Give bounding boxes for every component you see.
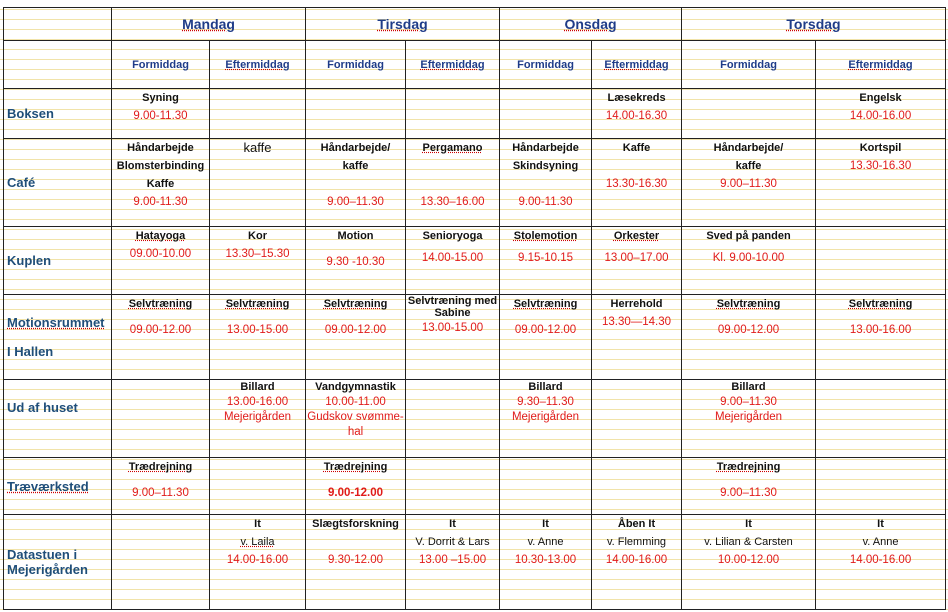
area-name: Mejerigården bbox=[7, 562, 88, 577]
row-ud-af-huset bbox=[4, 380, 946, 458]
activity: It bbox=[254, 518, 261, 530]
day-monday bbox=[112, 8, 306, 41]
activity: Selvtræning med bbox=[407, 295, 498, 307]
slot-label: Formiddag bbox=[327, 58, 384, 71]
cell-wednesday-am bbox=[500, 380, 592, 458]
activity: Hatayoga bbox=[135, 230, 186, 242]
cell-thursday-am bbox=[682, 515, 816, 610]
time: 13.00-16.00 bbox=[226, 396, 289, 408]
activity: It bbox=[542, 518, 549, 530]
activity: It bbox=[449, 518, 456, 530]
slot-label: Formiddag bbox=[720, 58, 777, 71]
cell-wednesday-am bbox=[500, 515, 592, 610]
cell-tuesday-pm bbox=[406, 515, 500, 610]
cell-monday-am bbox=[112, 458, 210, 515]
time: 10.00-12.00 bbox=[717, 554, 780, 566]
time: 9.00-11.30 bbox=[133, 196, 188, 208]
cell-thursday-am bbox=[682, 89, 816, 139]
cell-wednesday-am bbox=[500, 139, 592, 227]
activity: Læsekreds bbox=[607, 92, 666, 104]
cell-wednesday-pm bbox=[592, 295, 682, 380]
cell-thursday-am bbox=[682, 139, 816, 227]
cell-tuesday-am bbox=[306, 89, 406, 139]
area-name: Café bbox=[7, 175, 36, 190]
activity: Herrehold bbox=[610, 298, 663, 310]
area-label bbox=[4, 458, 112, 515]
time: 13.00–17.00 bbox=[604, 252, 669, 264]
cell-thursday-am bbox=[682, 295, 816, 380]
activity: Sved på panden bbox=[706, 230, 791, 242]
time: Kl. 9.00-10.00 bbox=[712, 252, 785, 264]
activity: kaffe bbox=[243, 140, 272, 155]
time: 09.00-12.00 bbox=[324, 324, 387, 336]
area-name: Boksen bbox=[7, 106, 54, 121]
activity: Trædrejning bbox=[323, 461, 388, 473]
time: 09.00-12.00 bbox=[129, 324, 192, 336]
activity: Håndarbejde/ bbox=[713, 142, 784, 154]
cell-thursday-pm bbox=[816, 515, 946, 610]
cell-tuesday-am bbox=[306, 227, 406, 295]
empty-cell bbox=[4, 41, 112, 89]
cell-thursday-pm bbox=[816, 89, 946, 139]
activity: Åben It bbox=[617, 518, 656, 530]
cell-monday-pm bbox=[210, 139, 306, 227]
leader: v. Anne bbox=[862, 536, 899, 548]
cell-wednesday-pm bbox=[592, 89, 682, 139]
time: 9.00–11.30 bbox=[720, 178, 777, 190]
activity: kaffe bbox=[342, 160, 369, 172]
cell-thursday-am bbox=[682, 380, 816, 458]
cell-monday-am bbox=[112, 139, 210, 227]
time: 13.30-16.30 bbox=[605, 178, 668, 190]
activity: Trædrejning bbox=[716, 461, 781, 473]
cell-thursday-pm bbox=[816, 380, 946, 458]
cell-monday-am bbox=[112, 295, 210, 380]
cell-wednesday-pm bbox=[592, 515, 682, 610]
activity: Selvtræning bbox=[323, 298, 388, 310]
cell-tuesday-pm bbox=[406, 227, 500, 295]
cell-monday-am bbox=[112, 515, 210, 610]
area-name: Kuplen bbox=[7, 253, 52, 268]
cell-thursday-pm bbox=[816, 295, 946, 380]
slot-label: Formiddag bbox=[517, 58, 574, 71]
time: 13.00 –15.00 bbox=[418, 554, 487, 566]
activity: Senioryoga bbox=[422, 230, 483, 242]
time: 14.00-15.00 bbox=[421, 252, 484, 264]
activity: Kor bbox=[248, 230, 267, 242]
place: Mejerigården bbox=[511, 411, 580, 423]
slot-pm bbox=[816, 41, 946, 89]
activity: Motion bbox=[337, 230, 374, 242]
area-label bbox=[4, 515, 112, 610]
leader: V. Dorrit & Lars bbox=[415, 536, 490, 548]
activity: Syning bbox=[142, 92, 179, 104]
activity: kaffe bbox=[735, 160, 762, 172]
slot-label: Eftermiddag bbox=[604, 58, 669, 71]
cell-tuesday-am bbox=[306, 515, 406, 610]
activity: Vandgymnastik bbox=[315, 381, 396, 393]
leader: v. Lilian & Carsten bbox=[704, 536, 793, 548]
cell-wednesday-pm bbox=[592, 227, 682, 295]
cell-wednesday-pm bbox=[592, 380, 682, 458]
activity: Blomsterbinding bbox=[116, 160, 205, 172]
cell-monday-pm bbox=[210, 295, 306, 380]
slot-am bbox=[500, 41, 592, 89]
area-name: Motionsrummet bbox=[7, 315, 105, 330]
day-label: Onsdag bbox=[564, 16, 617, 32]
time: 13.30–16.00 bbox=[420, 196, 485, 208]
time: 13.00-15.00 bbox=[421, 322, 484, 334]
time: 9.30 -10.30 bbox=[326, 256, 385, 268]
day-label: Mandag bbox=[182, 16, 235, 32]
time: 9.30-12.00 bbox=[328, 554, 384, 566]
cell-thursday-pm bbox=[816, 139, 946, 227]
leader: v. Laila bbox=[240, 536, 275, 548]
area-label bbox=[4, 89, 112, 139]
time: 14.00-16.00 bbox=[849, 554, 912, 566]
row-cafe bbox=[4, 139, 946, 227]
activity: Selvtræning bbox=[848, 298, 913, 310]
activity: Slægtsforskning bbox=[312, 518, 399, 530]
corner-cell bbox=[4, 8, 112, 41]
day-label: Torsdag bbox=[786, 16, 841, 32]
time: 9.00–11.30 bbox=[132, 487, 189, 499]
activity: Billard bbox=[731, 381, 766, 393]
time: 09.00-12.00 bbox=[717, 324, 780, 336]
activity: Selvtræning bbox=[128, 298, 193, 310]
row-kuplen bbox=[4, 227, 946, 295]
area-label bbox=[4, 295, 112, 380]
slot-am bbox=[306, 41, 406, 89]
activity: Kaffe bbox=[146, 178, 175, 190]
activity: Kaffe bbox=[622, 142, 651, 154]
cell-monday-pm bbox=[210, 89, 306, 139]
slot-label: Formiddag bbox=[132, 58, 189, 71]
cell-tuesday-pm bbox=[406, 295, 500, 380]
time: 9.15-10.15 bbox=[518, 252, 574, 264]
place: Gudskov svømme- bbox=[307, 411, 404, 423]
time: 13.30–15.30 bbox=[225, 248, 290, 260]
time: 13.00-15.00 bbox=[226, 324, 289, 336]
area-name: I Hallen bbox=[7, 344, 54, 359]
activity: Kortspil bbox=[859, 142, 902, 154]
row-boksen bbox=[4, 89, 946, 139]
cell-tuesday-am bbox=[306, 458, 406, 515]
leader: v. Flemming bbox=[606, 536, 667, 548]
cell-monday-pm bbox=[210, 227, 306, 295]
area-label bbox=[4, 227, 112, 295]
time: 13.00-16.00 bbox=[849, 324, 912, 336]
cell-thursday-pm bbox=[816, 458, 946, 515]
place: Mejerigården bbox=[714, 411, 783, 423]
time: 9.30–11.30 bbox=[517, 396, 574, 408]
cell-wednesday-pm bbox=[592, 458, 682, 515]
time: 09.00-12.00 bbox=[514, 324, 577, 336]
cell-thursday-pm bbox=[816, 227, 946, 295]
time: 13.30-16.30 bbox=[849, 160, 912, 172]
activity: Selvtræning bbox=[225, 298, 290, 310]
cell-tuesday-am bbox=[306, 380, 406, 458]
slot-pm bbox=[592, 41, 682, 89]
day-header-row bbox=[4, 8, 946, 41]
activity: Billard bbox=[240, 381, 275, 393]
cell-wednesday-pm bbox=[592, 139, 682, 227]
time: 9.00-11.30 bbox=[518, 196, 573, 208]
cell-tuesday-pm bbox=[406, 380, 500, 458]
cell-monday-pm bbox=[210, 380, 306, 458]
activity: Orkester bbox=[613, 230, 660, 242]
activity: Trædrejning bbox=[128, 461, 193, 473]
cell-monday-am bbox=[112, 227, 210, 295]
activity: Håndarbejde/ bbox=[320, 142, 391, 154]
row-datastuen bbox=[4, 515, 946, 610]
cell-tuesday-pm bbox=[406, 89, 500, 139]
cell-wednesday-am bbox=[500, 89, 592, 139]
time: 10.00-11.00 bbox=[325, 396, 386, 408]
cell-monday-am bbox=[112, 89, 210, 139]
day-thursday bbox=[682, 8, 946, 41]
area-label bbox=[4, 380, 112, 458]
time: 14.00-16.00 bbox=[605, 554, 668, 566]
activity: Håndarbejde bbox=[127, 142, 194, 154]
time: 9.00–11.30 bbox=[327, 196, 384, 208]
slot-label: Eftermiddag bbox=[225, 58, 290, 71]
area-name: Datastuen i bbox=[7, 547, 78, 562]
cell-wednesday-am bbox=[500, 458, 592, 515]
time: 10.30-13.00 bbox=[514, 554, 577, 566]
cell-thursday-am bbox=[682, 227, 816, 295]
time: 9.00-12.00 bbox=[328, 487, 384, 499]
slot-pm bbox=[210, 41, 306, 89]
cell-tuesday-pm bbox=[406, 139, 500, 227]
time: 9.00–11.30 bbox=[720, 487, 777, 499]
slot-pm bbox=[406, 41, 500, 89]
cell-wednesday-am bbox=[500, 227, 592, 295]
activity: Engelsk bbox=[859, 92, 902, 104]
activity: Billard bbox=[528, 381, 563, 393]
cell-monday-pm bbox=[210, 515, 306, 610]
cell-tuesday-am bbox=[306, 139, 406, 227]
row-motion bbox=[4, 295, 946, 380]
day-wednesday bbox=[500, 8, 682, 41]
slot-am bbox=[112, 41, 210, 89]
slot-am bbox=[682, 41, 816, 89]
activity: It bbox=[745, 518, 752, 530]
slot-label: Eftermiddag bbox=[848, 58, 913, 71]
time: 14.00-16.00 bbox=[849, 110, 912, 122]
cell-monday-pm bbox=[210, 458, 306, 515]
day-tuesday bbox=[306, 8, 500, 41]
activity: Selvtræning bbox=[716, 298, 781, 310]
activity: Stolemotion bbox=[513, 230, 578, 242]
activity: It bbox=[877, 518, 884, 530]
cell-tuesday-am bbox=[306, 295, 406, 380]
time: 14.00-16.30 bbox=[605, 110, 668, 122]
area-name: Træværksted bbox=[7, 478, 89, 494]
area-label bbox=[4, 139, 112, 227]
cell-tuesday-pm bbox=[406, 458, 500, 515]
time: 9.00-11.30 bbox=[133, 110, 188, 122]
cell-monday-am bbox=[112, 380, 210, 458]
leader: v. Anne bbox=[527, 536, 564, 548]
slot-header-row bbox=[4, 41, 946, 89]
place: hal bbox=[347, 426, 364, 438]
activity: Sabine bbox=[434, 307, 471, 319]
weekly-schedule-table bbox=[3, 7, 946, 610]
activity: Skindsyning bbox=[512, 160, 579, 172]
cell-wednesday-am bbox=[500, 295, 592, 380]
activity: Selvtræning bbox=[513, 298, 578, 310]
time: 13.30—14.30 bbox=[601, 316, 672, 328]
activity: Håndarbejde bbox=[512, 142, 579, 154]
cell-thursday-am bbox=[682, 458, 816, 515]
row-traevaerksted bbox=[4, 458, 946, 515]
slot-label: Eftermiddag bbox=[420, 58, 485, 71]
time: 9.00–11.30 bbox=[720, 396, 777, 408]
time: 09.00-10.00 bbox=[129, 248, 192, 260]
time: 14.00-16.00 bbox=[226, 554, 289, 566]
place: Mejerigården bbox=[223, 411, 292, 423]
area-name: Ud af huset bbox=[7, 400, 78, 415]
day-label: Tirsdag bbox=[377, 16, 428, 32]
activity: Pergamano bbox=[422, 142, 483, 154]
